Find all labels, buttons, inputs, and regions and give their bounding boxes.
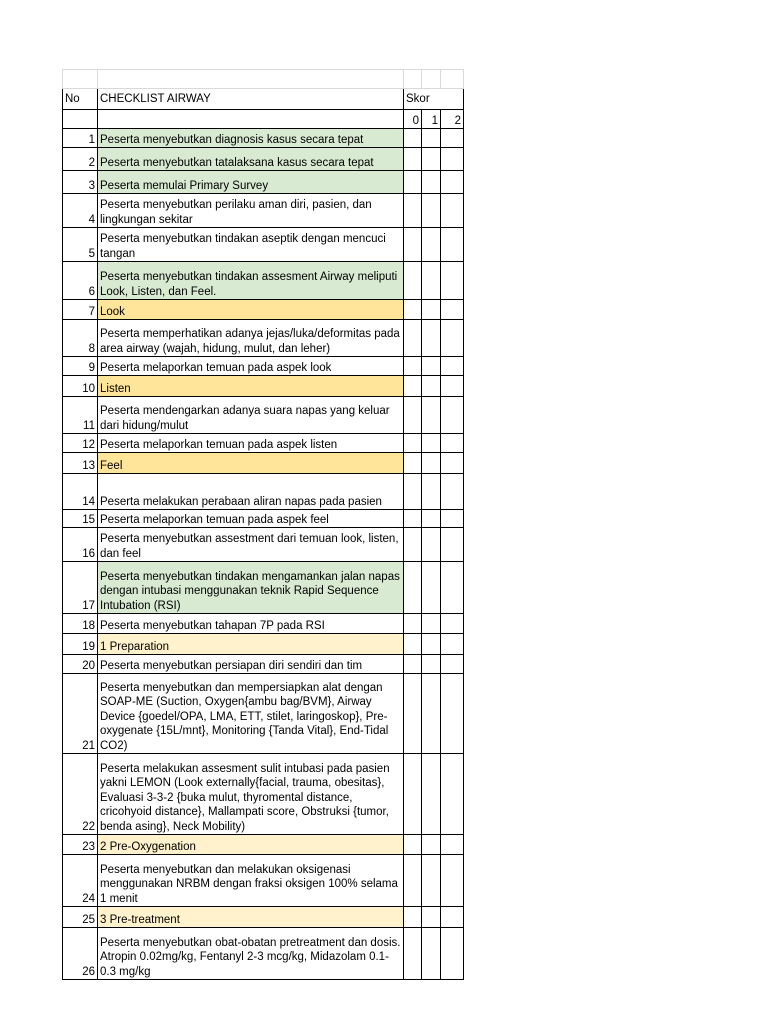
checklist-row <box>63 855 464 907</box>
score-cell-0[interactable] <box>404 300 422 320</box>
score-header-blank[interactable] <box>98 110 404 129</box>
row-number[interactable]: 24 <box>63 855 98 907</box>
row-item-text[interactable]: Peserta menyebutkan obat-obatan pretreatment dan dosis. Atropin 0.02mg/kg, Fentanyl 2-3 mcg/kg, Midazolam 0.1-0.3 mg/kg <box>98 928 404 980</box>
score-cell-0[interactable] <box>404 376 422 397</box>
score-cell-2[interactable] <box>441 614 464 634</box>
checklist-row <box>63 300 464 320</box>
row-number[interactable]: 19 <box>63 634 98 655</box>
row-item-text[interactable]: Peserta menyebutkan perilaku aman diri, pasien, dan lingkungan sekitar <box>98 194 404 228</box>
row-number[interactable]: 15 <box>63 510 98 528</box>
checklist-row <box>63 754 464 835</box>
blank-cell[interactable] <box>441 70 464 89</box>
checklist-row <box>63 474 464 510</box>
row-number[interactable]: 5 <box>63 228 98 262</box>
score-cell-2[interactable] <box>441 300 464 320</box>
row-number[interactable]: 9 <box>63 357 98 376</box>
score-cell-1[interactable] <box>422 262 441 300</box>
row-number[interactable]: 3 <box>63 171 98 194</box>
score-cell-1[interactable] <box>422 171 441 194</box>
score-cell-1[interactable] <box>422 376 441 397</box>
score-cell-2[interactable] <box>441 510 464 528</box>
score-cell-0[interactable] <box>404 434 422 453</box>
blank-cell[interactable] <box>422 70 441 89</box>
header-score[interactable]: Skor <box>404 89 441 110</box>
score-cell-2[interactable] <box>441 320 464 357</box>
score-cell-2[interactable] <box>441 434 464 453</box>
row-item-text[interactable]: Peserta melaporkan temuan pada aspek listen <box>98 434 404 453</box>
score-cell-2[interactable] <box>441 228 464 262</box>
header-score-empty[interactable] <box>441 89 464 110</box>
row-item-text[interactable]: Listen <box>98 376 404 397</box>
score-cell-1[interactable] <box>422 228 441 262</box>
checklist-row <box>63 148 464 171</box>
checklist-row <box>63 194 464 228</box>
checklist-row <box>63 634 464 655</box>
score-cell-1[interactable] <box>422 655 441 674</box>
row-item-text[interactable]: Peserta menyebutkan tindakan aseptik dengan mencuci tangan <box>98 228 404 262</box>
score-cell-0[interactable] <box>404 320 422 357</box>
score-cell-2[interactable] <box>441 357 464 376</box>
checklist-row <box>63 655 464 674</box>
row-item-text[interactable]: Peserta menyebutkan dan melakukan oksigenasi menggunakan NRBM dengan fraksi oksigen 100% selama 1 menit <box>98 855 404 907</box>
blank-cell[interactable] <box>98 70 404 89</box>
score-cell-2[interactable] <box>441 754 464 835</box>
checklist-row <box>63 907 464 928</box>
score-header-2[interactable]: 2 <box>441 110 464 129</box>
score-cell-0[interactable] <box>404 357 422 376</box>
score-cell-1[interactable] <box>422 397 441 434</box>
row-number[interactable]: 8 <box>63 320 98 357</box>
row-number[interactable]: 22 <box>63 754 98 835</box>
score-cell-0[interactable] <box>404 674 422 754</box>
score-cell-0[interactable] <box>404 171 422 194</box>
score-cell-2[interactable] <box>441 928 464 980</box>
score-cell-1[interactable] <box>422 129 441 148</box>
row-number[interactable]: 11 <box>63 397 98 434</box>
score-cell-0[interactable] <box>404 634 422 655</box>
score-cell-1[interactable] <box>422 474 441 510</box>
row-item-text[interactable]: Peserta melakukan perabaan aliran napas pada pasien <box>98 474 404 510</box>
row-number[interactable]: 14 <box>63 474 98 510</box>
score-cell-2[interactable] <box>441 453 464 474</box>
checklist-table <box>62 69 464 980</box>
checklist-row <box>63 453 464 474</box>
row-item-text[interactable]: Feel <box>98 453 404 474</box>
score-cell-2[interactable] <box>441 194 464 228</box>
score-cell-1[interactable] <box>422 528 441 562</box>
score-cell-1[interactable] <box>422 434 441 453</box>
row-item-text[interactable]: Peserta menyebutkan tahapan 7P pada RSI <box>98 614 404 634</box>
score-cell-0[interactable] <box>404 655 422 674</box>
row-number[interactable]: 13 <box>63 453 98 474</box>
checklist-row <box>63 528 464 562</box>
score-cell-0[interactable] <box>404 129 422 148</box>
score-cell-0[interactable] <box>404 474 422 510</box>
checklist-row <box>63 376 464 397</box>
score-cell-0[interactable] <box>404 835 422 855</box>
row-item-text[interactable]: Peserta menyebutkan tindakan mengamankan jalan napas dengan intubasi menggunakan teknik Rapid Sequence Intubation (RSI) <box>98 562 404 614</box>
score-cell-0[interactable] <box>404 928 422 980</box>
checklist-row <box>63 562 464 614</box>
score-cell-0[interactable] <box>404 262 422 300</box>
score-cell-1[interactable] <box>422 855 441 907</box>
row-number[interactable]: 20 <box>63 655 98 674</box>
score-cell-1[interactable] <box>422 453 441 474</box>
row-item-text[interactable]: Peserta melaporkan temuan pada aspek look <box>98 357 404 376</box>
score-cell-1[interactable] <box>422 907 441 928</box>
score-cell-2[interactable] <box>441 634 464 655</box>
checklist-row <box>63 835 464 855</box>
blank-cell[interactable] <box>63 70 98 89</box>
score-cell-2[interactable] <box>441 655 464 674</box>
score-cell-0[interactable] <box>404 528 422 562</box>
checklist-row <box>63 397 464 434</box>
score-cell-0[interactable] <box>404 614 422 634</box>
row-number[interactable]: 12 <box>63 434 98 453</box>
row-number[interactable]: 10 <box>63 376 98 397</box>
row-item-text[interactable]: 1 Preparation <box>98 634 404 655</box>
score-cell-2[interactable] <box>441 907 464 928</box>
row-number[interactable]: 16 <box>63 528 98 562</box>
score-header-row <box>63 110 464 129</box>
checklist-row <box>63 129 464 148</box>
checklist-row <box>63 674 464 754</box>
blank-row <box>63 70 464 89</box>
row-number[interactable]: 7 <box>63 300 98 320</box>
score-header-blank[interactable] <box>63 110 98 129</box>
score-cell-0[interactable] <box>404 148 422 171</box>
checklist-row <box>63 357 464 376</box>
score-cell-2[interactable] <box>441 397 464 434</box>
score-cell-2[interactable] <box>441 674 464 754</box>
score-cell-1[interactable] <box>422 510 441 528</box>
score-cell-0[interactable] <box>404 453 422 474</box>
score-cell-1[interactable] <box>422 835 441 855</box>
row-item-text[interactable]: Peserta memperhatikan adanya jejas/luka/deformitas pada area airway (wajah, hidung, mulut, dan leher) <box>98 320 404 357</box>
row-item-text[interactable]: Peserta menyebutkan dan mempersiapkan alat dengan SOAP-ME (Suction, Oxygen{ambu bag/BVM}, Airway Device {goedel/OPA, LMA, ETT, stilet, laringoskop}, Pre-oxygenate {15L/mnt}, Monitoring {Tanda Vital}, End-Tidal CO2) <box>98 674 404 754</box>
score-cell-1[interactable] <box>422 754 441 835</box>
checklist-row <box>63 510 464 528</box>
score-cell-1[interactable] <box>422 194 441 228</box>
row-item-text[interactable]: Peserta menyebutkan tatalaksana kasus secara tepat <box>98 148 404 171</box>
row-number[interactable]: 25 <box>63 907 98 928</box>
row-number[interactable]: 4 <box>63 194 98 228</box>
checklist-row <box>63 262 464 300</box>
score-cell-1[interactable] <box>422 300 441 320</box>
score-header-0[interactable]: 0 <box>404 110 422 129</box>
score-cell-2[interactable] <box>441 262 464 300</box>
header-title[interactable]: CHECKLIST AIRWAY <box>98 89 404 110</box>
checklist-table-body <box>63 70 464 980</box>
checklist-row <box>63 171 464 194</box>
score-cell-0[interactable] <box>404 754 422 835</box>
row-item-text[interactable]: Peserta menyebutkan assestment dari temuan look, listen, dan feel <box>98 528 404 562</box>
score-cell-2[interactable] <box>441 835 464 855</box>
score-cell-2[interactable] <box>441 528 464 562</box>
checklist-row <box>63 434 464 453</box>
score-cell-1[interactable] <box>422 634 441 655</box>
row-item-text[interactable]: Peserta melakukan assesment sulit intubasi pada pasien yakni LEMON (Look externally{facial, trauma, obesitas}, Evaluasi 3-3-2 {buka mulut, thyromental distance, cricohyoid distance}, Mallampati score, Obstruksi {tumor, benda asing}, Neck Mobility) <box>98 754 404 835</box>
score-cell-1[interactable] <box>422 320 441 357</box>
row-item-text[interactable]: Peserta menyebutkan persiapan diri sendiri dan tim <box>98 655 404 674</box>
row-item-text[interactable]: Peserta memulai Primary Survey <box>98 171 404 194</box>
row-item-text[interactable]: Peserta menyebutkan tindakan assesment Airway meliputi Look, Listen, dan Feel. <box>98 262 404 300</box>
checklist-row <box>63 320 464 357</box>
score-cell-1[interactable] <box>422 614 441 634</box>
score-cell-2[interactable] <box>441 376 464 397</box>
score-cell-1[interactable] <box>422 674 441 754</box>
row-number[interactable]: 1 <box>63 129 98 148</box>
row-number[interactable]: 18 <box>63 614 98 634</box>
row-number[interactable]: 6 <box>63 262 98 300</box>
score-cell-2[interactable] <box>441 474 464 510</box>
checklist-row <box>63 614 464 634</box>
row-number[interactable]: 21 <box>63 674 98 754</box>
row-item-text[interactable]: 2 Pre-Oxygenation <box>98 835 404 855</box>
score-cell-0[interactable] <box>404 907 422 928</box>
row-item-text[interactable]: 3 Pre-treatment <box>98 907 404 928</box>
score-cell-0[interactable] <box>404 397 422 434</box>
header-row <box>63 89 464 110</box>
score-cell-2[interactable] <box>441 148 464 171</box>
blank-cell[interactable] <box>404 70 422 89</box>
row-item-text[interactable]: Look <box>98 300 404 320</box>
score-cell-2[interactable] <box>441 562 464 614</box>
score-cell-2[interactable] <box>441 171 464 194</box>
row-number[interactable]: 26 <box>63 928 98 980</box>
row-item-text[interactable]: Peserta menyebutkan diagnosis kasus secara tepat <box>98 129 404 148</box>
score-cell-0[interactable] <box>404 855 422 907</box>
row-item-text[interactable]: Peserta melaporkan temuan pada aspek feel <box>98 510 404 528</box>
score-cell-1[interactable] <box>422 148 441 171</box>
score-cell-0[interactable] <box>404 510 422 528</box>
score-cell-2[interactable] <box>441 855 464 907</box>
score-cell-0[interactable] <box>404 194 422 228</box>
score-cell-1[interactable] <box>422 928 441 980</box>
score-header-1[interactable]: 1 <box>422 110 441 129</box>
score-cell-2[interactable] <box>441 129 464 148</box>
row-number[interactable]: 2 <box>63 148 98 171</box>
checklist-row <box>63 928 464 980</box>
row-item-text[interactable]: Peserta mendengarkan adanya suara napas yang keluar dari hidung/mulut <box>98 397 404 434</box>
score-cell-1[interactable] <box>422 357 441 376</box>
row-number[interactable]: 23 <box>63 835 98 855</box>
row-number[interactable]: 17 <box>63 562 98 614</box>
score-cell-1[interactable] <box>422 562 441 614</box>
checklist-row <box>63 228 464 262</box>
score-cell-0[interactable] <box>404 562 422 614</box>
header-no[interactable]: No <box>63 89 98 110</box>
score-cell-0[interactable] <box>404 228 422 262</box>
